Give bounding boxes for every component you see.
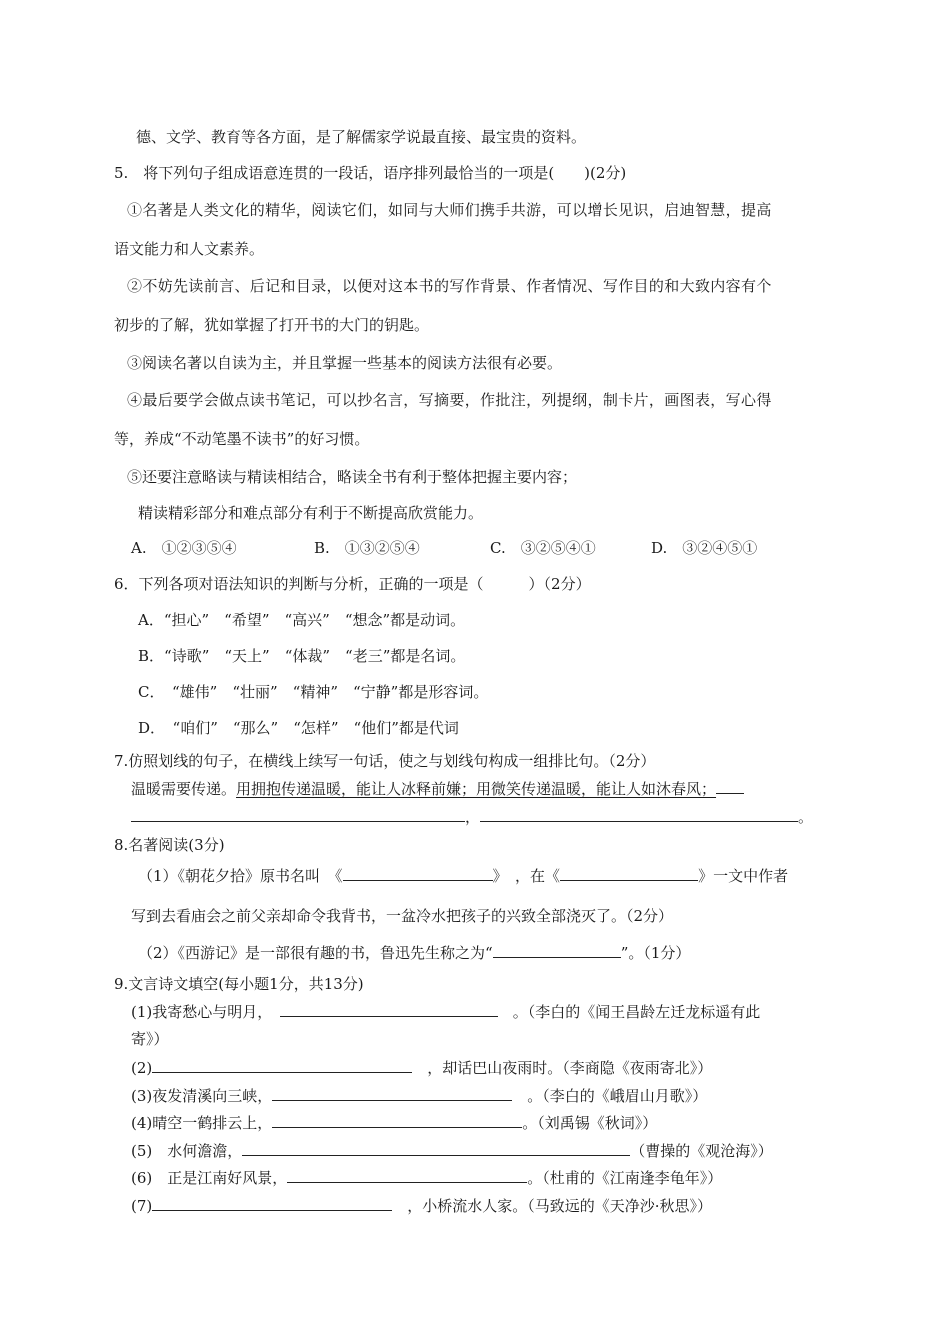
- q7-trailing-line: [716, 778, 744, 794]
- q5-sentence-2-cont: 初步的了解，犹如掌握了打开书的大门的钥匙。: [114, 316, 430, 334]
- q7-answer-blank-2[interactable]: [480, 806, 798, 822]
- q6-option-a: A．“担心” “希望” “高兴” “想念”都是动词。: [138, 611, 466, 629]
- q9-blank-6[interactable]: [287, 1167, 527, 1183]
- q5-sentence-1-cont: 语文能力和人文素养。: [114, 240, 265, 258]
- q6-option-d: D． “咱们” “那么” “怎样” “他们”都是代词: [138, 719, 459, 737]
- q5-sentence-1: ①名著是人类文化的精华，阅读它们，如同与大师们携手共游，可以增长见识，启迪智慧，提高: [127, 201, 772, 219]
- q5-sentence-2: ②不妨先读前言、后记和目录，以便对这本书的写作背景、作者情况、写作目的和大致内容有个: [127, 277, 772, 295]
- q9-item-1: (1)我寄愁心与明月， 。（李白的《闻王昌龄左迁龙标遥有此: [131, 1003, 761, 1021]
- q5-sentence-4: ④最后要学会做点读书笔记，可以抄名言，写摘要，作批注，列提纲，制卡片，画图表，写心得: [127, 391, 772, 409]
- q9-blank-2[interactable]: [152, 1057, 412, 1073]
- q9-item-5: (5) 水何澹澹， （曹操的《观沧海》）: [131, 1142, 773, 1160]
- q7-answer-row: ， 。: [131, 806, 813, 827]
- q8-original-title-blank[interactable]: [343, 865, 493, 881]
- q5-sentence-5: ⑤还要注意略读与精读相结合，略读全书有利于整体把握主要内容；: [127, 468, 578, 486]
- q7-sentence: [131, 778, 744, 799]
- q9-blank-1[interactable]: [280, 1001, 498, 1017]
- q6-option-b: B．“诗歌” “天上” “体裁” “老三”都是名词。: [138, 647, 466, 665]
- q7-lead: 温暖需要传递。: [131, 780, 237, 798]
- q8-stem: 8.名著阅读(3分): [114, 836, 225, 854]
- q5-sentence-3: ③阅读名著以自读为主，并且掌握一些基本的阅读方法很有必要。: [127, 354, 563, 372]
- q9-blank-4[interactable]: [272, 1112, 522, 1128]
- q9-item-2: (2) ，却话巴山夜雨时。（李商隐《夜雨寄北》）: [131, 1059, 713, 1077]
- q5-stem: 5. 将下列句子组成语意连贯的一段话，语序排列最恰当的一项是( )(2分): [114, 164, 627, 182]
- q4-tail-text: 德、文学、教育等各方面，是了解儒家学说最直接、最宝贵的资料。: [136, 128, 587, 146]
- q9-item-4: (4)晴空一鹤排云上， 。（刘禹锡《秋词》）: [131, 1114, 658, 1132]
- q5-sentence-4-cont: 等，养成“不动笔墨不读书”的好习惯。: [114, 430, 370, 448]
- q9-item-6: (6) 正是江南好风景， 。（杜甫的《江南逢李龟年》）: [131, 1169, 723, 1187]
- q8-part2-line: （2）《西游记》是一部很有趣的书，鲁迅先生称之为“ ”。（1分）: [138, 944, 691, 962]
- q7-stem: 7.仿照划线的句子，在横线上续写一句话，使之与划线句构成一组排比句。（2分）: [114, 752, 656, 770]
- q5-option-a: A. ①②③⑤④: [131, 539, 237, 557]
- q7-answer-blank-1[interactable]: [131, 806, 465, 822]
- q9-blank-7[interactable]: [152, 1195, 392, 1211]
- q5-option-b: B. ①③②⑤④: [314, 539, 420, 557]
- q9-item-7: (7) ，小桥流水人家。（马致远的《天净沙·秋思》）: [131, 1197, 713, 1215]
- q5-sentence-5-cont: 精读精彩部分和难点部分有利于不断提高欣赏能力。: [138, 504, 484, 522]
- q8-article-title-blank[interactable]: [560, 865, 698, 881]
- q9-blank-3[interactable]: [272, 1085, 512, 1101]
- q5-option-d: D. ③②④⑤①: [651, 539, 758, 557]
- q8-part1-line: （1）《朝花夕拾》原书名叫 《 》 ，在《 》一文中作者: [138, 867, 789, 885]
- q6-option-c: C． “雄伟” “壮丽” “精神” “宁静”都是形容词。: [138, 683, 489, 701]
- q5-option-c: C. ③②⑤④①: [490, 539, 596, 557]
- q9-item-1-cont: 寄》）: [131, 1030, 169, 1048]
- q9-blank-5[interactable]: [242, 1140, 630, 1156]
- q7-underlined-text: 用拥抱传递温暖，能让人冰释前嫌；用微笑传递温暖，能让人如沐春风；: [236, 780, 717, 798]
- q8-xiyouji-blank[interactable]: [493, 942, 621, 958]
- q9-item-3: (3)夜发清溪向三峡， 。（李白的《峨眉山月歌》）: [131, 1087, 708, 1105]
- q9-stem: 9.文言诗文填空(每小题1分，共13分): [114, 975, 364, 993]
- q8-part1-cont: 写到去看庙会之前父亲却命令我背书，一盆冷水把孩子的兴致全部浇灭了。（2分）: [131, 907, 674, 925]
- q6-stem: 6．下列各项对语法知识的判断与分析，正确的一项是（ ）（2分）: [114, 575, 591, 593]
